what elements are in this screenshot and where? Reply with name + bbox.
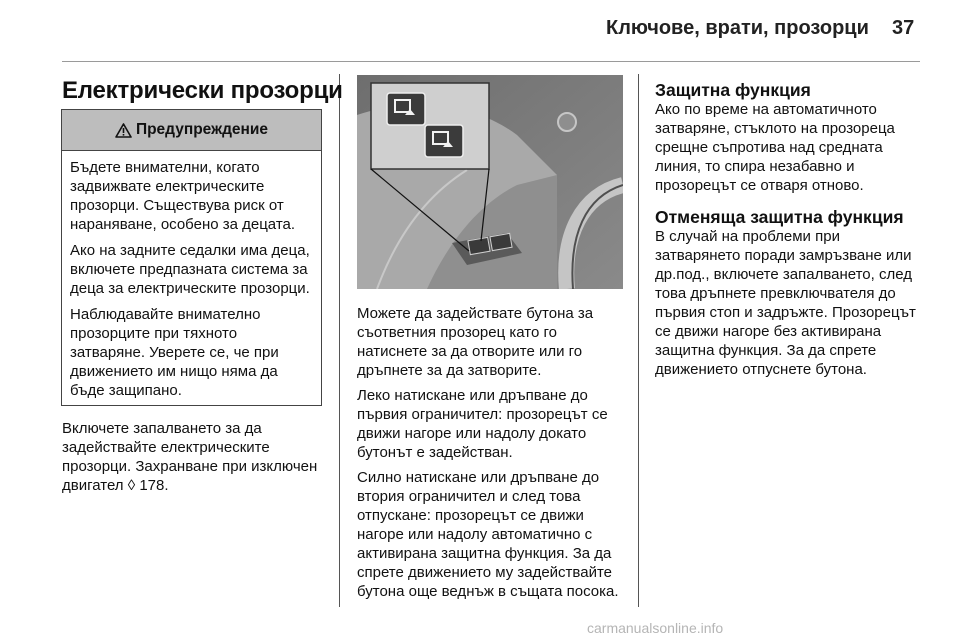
left-body-text xyxy=(62,419,324,501)
watermark: carmanualsonline.info xyxy=(587,620,724,636)
second-stop-paragraph: Силно натискане или дръпване до втория ограничител и след това отпускане: прозорецът се движи нагоре или надолу автоматично с активирана защитна функция. За да спрете движението му задействайте бутона още веднъж в същата посока. xyxy=(357,469,619,600)
operation-paragraph: Можете да задействате бутона за съответния прозорец като го натиснете за да отворите или го дръпнете за да затворите. xyxy=(357,305,594,379)
warning-paragraph: Наблюдавайте внимателно прозорците при тяхното затваряне. Уверете се, че при движението им нищо няма да бъде защипано. xyxy=(70,306,279,399)
page-reference-link[interactable]: 178. xyxy=(139,477,169,494)
warning-triangle-icon xyxy=(115,123,132,138)
column-divider-right xyxy=(638,74,639,607)
page-number: 37 xyxy=(892,17,915,39)
safety-function-title: Защитна функция xyxy=(655,80,811,100)
header-divider xyxy=(62,61,920,62)
right-body-text xyxy=(655,80,920,385)
safety-function-text: Ако по време на автоматичното затваряне, стъклото на прозореца срещне съпротива над средната линия, то спира незабавно и прозорецът се отваря отново. xyxy=(655,101,895,194)
door-switch-illustration xyxy=(357,75,623,289)
override-function-title: Отменяща защитна функция xyxy=(655,207,904,227)
warning-box xyxy=(61,109,322,406)
warning-header xyxy=(62,110,321,151)
warning-title: Предупреждение xyxy=(135,121,269,138)
warning-body xyxy=(62,151,321,400)
ignition-paragraph xyxy=(62,419,324,495)
first-stop-paragraph: Леко натискане или дръпване до първия ограничител: прозорецът се движи нагоре или надолу докато бутонът е задействан. xyxy=(357,387,608,461)
column-divider-left xyxy=(339,74,340,607)
page-reference-icon: ◊ xyxy=(127,477,136,494)
section-title: Електрически прозорци xyxy=(62,77,343,104)
running-header-title: Ключове, врати, прозорци xyxy=(606,17,869,39)
ignition-text: Включете запалването за да задействайте електрическите прозорци. Захранване при изключен двигател xyxy=(62,420,318,494)
warning-paragraph: Ако на задните седалки има деца, включете предпазната система за деца за електрическите прозорци. xyxy=(70,242,310,297)
override-function-text: В случай на проблеми при затварянето поради замръзване или др.под., включете запалването, след това дръпнете превключвателя до първия стоп и задръжте. Прозорецът се движи нагоре без активирана защитна функция. За да спрете движението отпуснете бутона. xyxy=(655,228,916,378)
door-panel-image xyxy=(357,75,623,289)
warning-paragraph: Бъдете внимателни, когато задвижвате електрическите прозорци. Съществува риск от нараняване, особено за децата. xyxy=(70,159,296,233)
middle-body-text xyxy=(357,304,625,607)
